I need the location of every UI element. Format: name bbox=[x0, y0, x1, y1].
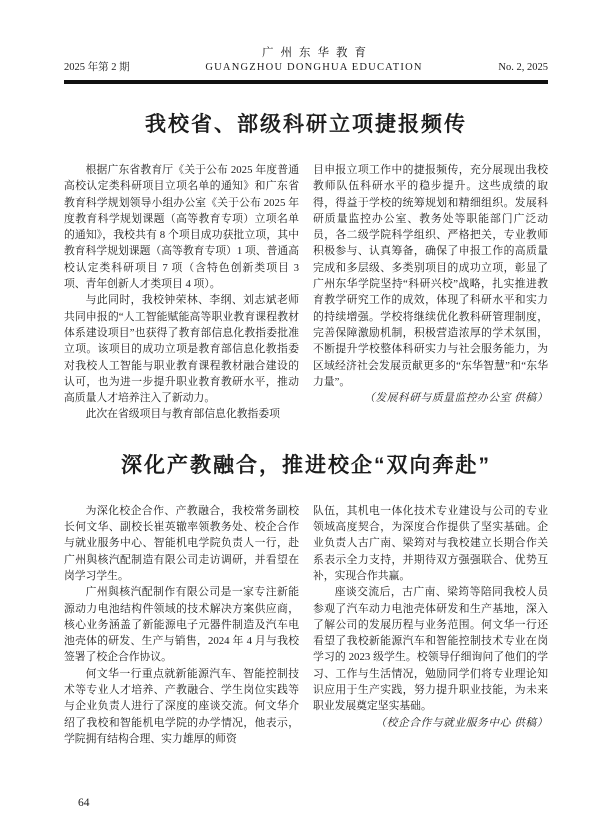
body-paragraph: 为深化校企合作、产教融合，我校常务副校长何文华、副校长崔英辙率领教务处、校企合作与就业服务中心、智能机电学院负责人一行，赴广州與核汽配制造有限公司走访调研，并看望在岗学习学生。 bbox=[64, 504, 299, 582]
body-paragraph: 座谈交流后，古广南、梁筠等陪同我校人员参观了汽车动力电池壳体研发和生产基地，深入了解公司的发展历程与业务范围。何文华一行还看望了我校新能源汽车和智能控制技术专业在岗学习的 2023 级学生。校领导仔细询问了他们的学习、工作与生活情况，勉励同学们将专业理论知识应用于生产实践，努力提升职业技能，为未来职业发展奠定坚实基础。 bbox=[313, 586, 548, 713]
body-paragraph: 何文华一行重点就新能源汽车、智能控制技术等专业人才培养、产教融合、学生岗位实践等与企业负责人进行了深度的座谈交流。何文华介绍了我校和智能机电学院的办学情况，他表示，学院拥有结构合理、实力雄厚的师资 bbox=[64, 667, 299, 745]
article-2-left-paragraphs bbox=[64, 503, 299, 747]
article-2-column-right bbox=[313, 503, 548, 747]
journal-title-en: GUANGZHOU DONGHUA EDUCATION bbox=[205, 62, 423, 73]
article-1-right-paragraphs bbox=[313, 162, 548, 390]
article-1-left-paragraphs bbox=[64, 162, 299, 423]
issue-label-cn: 2025 年第 2 期 bbox=[64, 62, 130, 73]
article-2-column-left bbox=[64, 503, 299, 747]
body-paragraph: 队伍，其机电一体化技术专业建设与公司的专业领域高度契合，为深度合作提供了坚实基础。企业负责人古广南、梁筠对与我校建立长期合作关系表示全力支持，并期待双方强强联合、优势互补，实现合作共赢。 bbox=[313, 504, 548, 582]
body-paragraph: 广州與核汽配制作有限公司是一家专注新能源动力电池结构件领域的技术解决方案供应商，核心业务涵盖了新能源电子元器件制造及汽车电池壳体的研发、生产与销售，2024 年 4 月与我校签署了校企合作协议。 bbox=[64, 586, 299, 664]
journal-masthead bbox=[130, 46, 499, 75]
article-2-title: 深化产教融合，推进校企“双向奔赴” bbox=[121, 453, 491, 477]
body-paragraph: 此次在省级项目与教育部信息化教指委项 bbox=[85, 408, 280, 421]
article-2-right-paragraphs bbox=[313, 503, 548, 715]
page-number: 64 bbox=[78, 797, 90, 809]
article-1-column-right bbox=[313, 162, 548, 423]
header-row bbox=[64, 46, 548, 75]
body-paragraph: 根据广东省教育厅《关于公布 2025 年度普通高校认定类科研项目立项名单的通知》和广东省教育科学规划领导小组办公室《关于公布 2025 年度教育科学规划课题（高等教育专项）立项名单的通知》，我校共有 8 个项目成功获批立项，其中教育科学规划课题（高等教育专项）1 项、普通高校认定类科研项目 7 项（含特色创新类项目 3 项、青年创新人才类项目 4 项）。 bbox=[64, 164, 299, 291]
article-1-body bbox=[64, 162, 548, 423]
page-header bbox=[64, 0, 548, 84]
body-paragraph: 目申报立项工作中的捷报频传，充分展现出我校教师队伍科研水平的稳步提升。这些成绩的取得，得益于学校的统筹规划和精细组织。发展科研质量监控办公室、教务处等职能部门广泛动员，各二级学院科学组织、严格把关，专业教师积极参与、认真筹备，确保了申报工作的高质量完成和多层级、多类别项目的成功立项，彰显了广州东华学院坚持“科研兴校”战略，扎实推进教育教学研究工作的成效，体现了科研水平和实力的持续增强。学校将继续优化教科研管理制度，完善保障激励机制，积极营造浓厚的学术氛围，不断提升学校整体科研实力与社会服务能力，为区域经济社会发展贡献更多的“东华智慧”和“东华力量”。 bbox=[313, 164, 548, 388]
article-1-attribution: （发展科研与质量监控办公室 供稿） bbox=[364, 392, 548, 405]
body-paragraph: 与此同时，我校钟荣林、李纲、刘志斌老师共同申报的“人工智能赋能高等职业教育课程教材体系建设项目”也获得了教育部信息化教指委批准立项。该项目的成功立项是教育部信息化教指委对我校人工智能与职业教育课程教材融合建设的认可，也为进一步提升职业教育教研水平，推动高质量人才培养注入了新动力。 bbox=[64, 294, 299, 405]
article-2-attribution: （校企合作与就业服务中心 供稿） bbox=[375, 716, 548, 729]
article-1-title: 我校省、部级科研立项捷报频传 bbox=[145, 113, 467, 136]
journal-title-cn: 广州东华教育 bbox=[262, 47, 374, 59]
article-2-body bbox=[64, 503, 548, 747]
article-1-column-left bbox=[64, 162, 299, 423]
issue-label-en: No. 2, 2025 bbox=[498, 62, 548, 73]
